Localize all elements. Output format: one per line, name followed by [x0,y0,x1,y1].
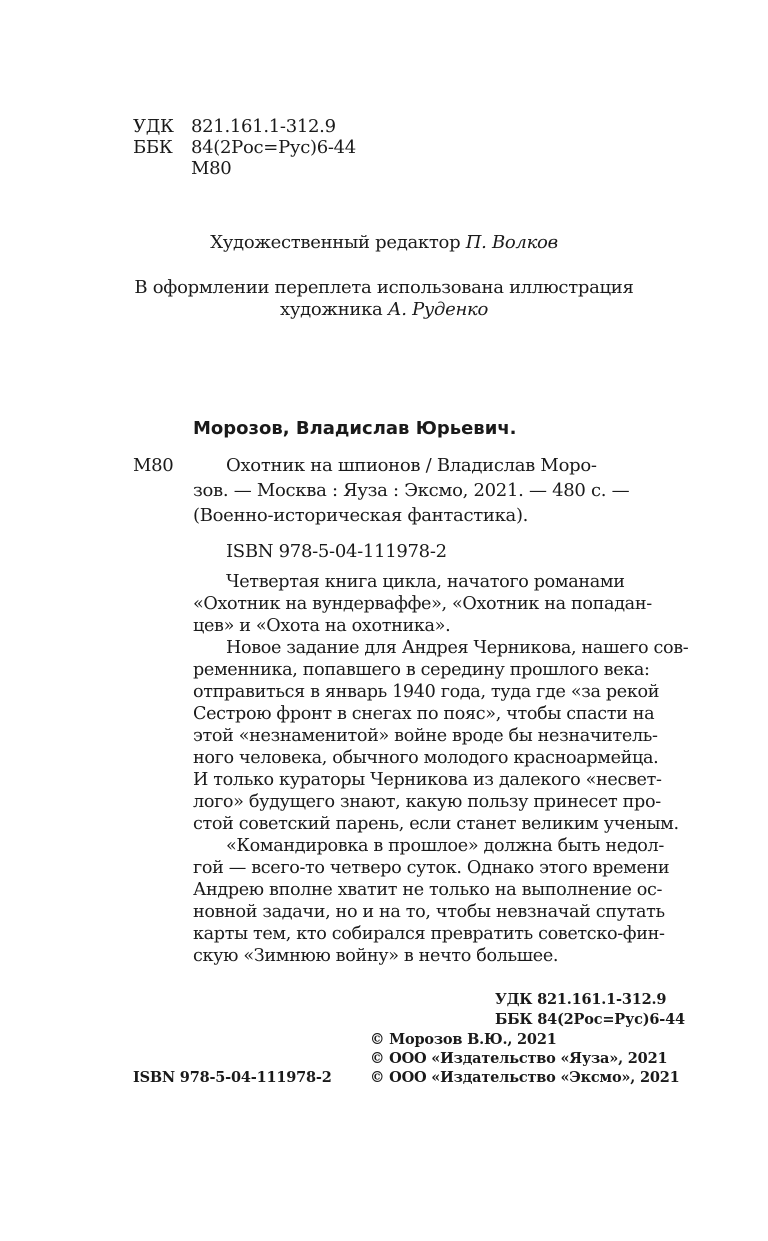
copyright-eksmo: © ООО «Издательство «Эксмо», 2021 [370,1069,680,1086]
copyright-author: © Морозов В.Ю., 2021 [370,1031,557,1048]
udk-value: 821.161.1-312.9 [191,116,336,137]
annotation-line: ного человека, обычного молодого красноармейца. [193,748,659,768]
annotation-line: карты тем, кто собирался превратить советско-фин- [193,924,665,944]
footer-bbk: ББК 84(2Рос=Рус)6-44 [495,1011,685,1028]
record-title-line-2: зов. — Москва : Яуза : Эксмо, 2021. — 480 с. — [193,480,630,501]
author-heading: Морозов, Владислав Юрьевич. [193,418,517,439]
cover-artist-name: А. Руденко [387,299,489,320]
annotation-line: Сестрою фронт в снегах по пояс», чтобы спасти на [193,704,655,724]
annotation-line: «Охотник на вундерваффе», «Охотник на попадан- [193,594,652,614]
author-mark: М80 [191,158,232,179]
annotation-line: лого» будущего знают, какую пользу принесет про- [193,792,661,812]
annotation-line: Андрею вполне хватит не только на выполнение ос- [193,880,663,900]
cover-illustration-line2 [0,299,768,320]
record-mark: М80 [133,455,174,476]
footer-isbn: ISBN 978-5-04-111978-2 [133,1069,332,1086]
annotation-line: Новое задание для Андрея Черникова, нашего сов- [226,638,689,658]
annotation-line: «Командировка в прошлое» должна быть недол- [226,836,664,856]
annotation-line: Четвертая книга цикла, начатого романами [226,572,625,592]
annotation-line: этой «незнаменитой» войне вроде бы незначитель- [193,726,658,746]
art-editor-prefix: Художественный редактор [210,232,461,253]
copyright-yauza: © ООО «Издательство «Яуза», 2021 [370,1050,668,1067]
cover-illustration-line1: В оформлении переплета использована иллюстрация [134,277,634,298]
annotation-line: гой — всего-то четверо суток. Однако этого времени [193,858,670,878]
bbk-label: ББК [133,137,173,158]
annotation-line: скую «Зимнюю войну» в нечто большее. [193,946,559,966]
art-editor-name: П. Волков [465,232,558,253]
footer-udk: УДК 821.161.1-312.9 [495,991,667,1008]
record-title-line-1: Охотник на шпионов / Владислав Моро- [226,455,597,476]
record-isbn: ISBN 978-5-04-111978-2 [226,541,447,562]
record-title-line-3: (Военно-историческая фантастика). [193,505,529,526]
annotation-line: новной задачи, но и на то, чтобы невзначай спутать [193,902,665,922]
annotation-line: стой советский парень, если станет великим ученым. [193,814,679,834]
annotation-line: И только кураторы Черникова из далекого «несвет- [193,770,662,790]
udk-label: УДК [133,116,174,137]
art-editor-line [0,232,768,253]
cover-artist-prefix: художника [279,299,383,320]
annotation-line: отправиться в январь 1940 года, туда где «за рекой [193,682,660,702]
annotation-line: ременника, попавшего в середину прошлого века: [193,660,650,680]
annotation-line: цев» и «Охота на охотника». [193,616,451,636]
bbk-value: 84(2Рос=Рус)6-44 [191,137,356,158]
